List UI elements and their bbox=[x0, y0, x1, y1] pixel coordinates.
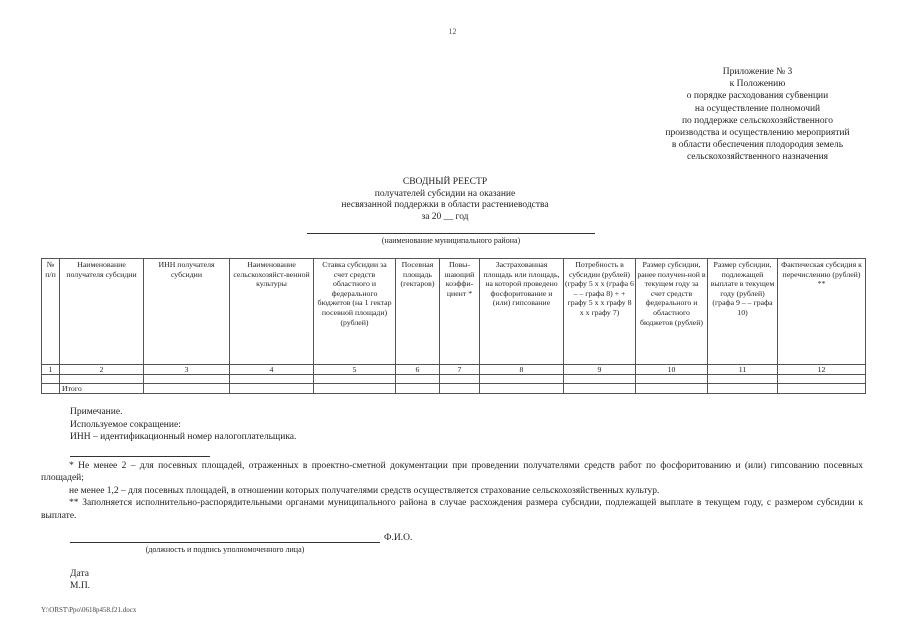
table-cell[interactable] bbox=[708, 384, 778, 394]
stamp-label: М.П. bbox=[70, 580, 91, 591]
column-number: 10 bbox=[636, 365, 708, 375]
table-cell[interactable] bbox=[42, 384, 60, 394]
document-title bbox=[250, 177, 640, 223]
table-cell[interactable] bbox=[708, 375, 778, 384]
appendix-line: сельскохозяйственного назначения bbox=[686, 152, 829, 163]
column-number: 7 bbox=[440, 365, 480, 375]
column-number: 1 bbox=[42, 365, 60, 375]
table-cell[interactable] bbox=[144, 384, 230, 394]
appendix-line: по поддержке сельскохозяйственного bbox=[681, 115, 834, 126]
column-number: 5 bbox=[314, 365, 396, 375]
table-cell[interactable] bbox=[314, 384, 396, 394]
appendix-line: Приложение № 3 bbox=[722, 67, 793, 77]
date-label: Дата bbox=[70, 569, 89, 579]
appendix-line: на осуществление полномочий bbox=[694, 103, 821, 114]
table-cell[interactable] bbox=[636, 384, 708, 394]
page-number: 12 bbox=[448, 27, 457, 36]
total-row bbox=[42, 384, 866, 394]
table-cell[interactable] bbox=[564, 375, 636, 384]
column-number: 6 bbox=[396, 365, 440, 375]
signature-line bbox=[70, 542, 380, 543]
column-header: ИНН получателя субсидии bbox=[144, 259, 230, 365]
table-cell[interactable] bbox=[144, 375, 230, 384]
table-cell[interactable] bbox=[564, 384, 636, 394]
column-number: 3 bbox=[144, 365, 230, 375]
appendix-header bbox=[630, 66, 885, 164]
footnote: ** Заполняется исполнительно-распорядительными органами муниципального района в случае расхождения размера субсидии, подлежащей выплате в текущем году, с размером субсидии к выплате. bbox=[41, 498, 863, 521]
table-row-empty bbox=[42, 375, 866, 384]
column-header: Потребность в субсидии (рублей) (графу 5 х х (графа 6 – – графа 8) + + графу 5 х х графу 8 х х графу 7) bbox=[564, 259, 636, 365]
appendix-line: в области обеспечения плодородия земель bbox=[671, 140, 844, 151]
table-cell[interactable] bbox=[42, 375, 60, 384]
table-cell[interactable] bbox=[636, 375, 708, 384]
column-number: 12 bbox=[778, 365, 866, 375]
column-header: Фактическая субсидия к перечислению (рублей) ** bbox=[778, 259, 866, 365]
appendix-line: к Положению bbox=[729, 79, 786, 90]
column-number: 8 bbox=[480, 365, 564, 375]
table-cell[interactable] bbox=[440, 384, 480, 394]
title-line: СВОДНЫЙ РЕЕСТР bbox=[402, 177, 488, 187]
table-header-row bbox=[42, 259, 866, 365]
table-cell[interactable] bbox=[314, 375, 396, 384]
appendix-line: о порядке расходования субвенции bbox=[686, 91, 829, 102]
column-number-row bbox=[42, 365, 866, 375]
column-number: 4 bbox=[230, 365, 314, 375]
column-number: 11 bbox=[708, 365, 778, 375]
note-line: ИНН – идентификационный номер налогоплательщика. bbox=[70, 432, 297, 442]
table-cell[interactable] bbox=[396, 375, 440, 384]
district-underline bbox=[307, 233, 595, 234]
column-header: Наименование сельскохозяйст-венной культуры bbox=[230, 259, 314, 365]
date-stamp-block bbox=[70, 569, 90, 592]
footnote-separator bbox=[70, 456, 210, 457]
fio-label: Ф.И.О. bbox=[384, 533, 413, 543]
registry-table bbox=[41, 258, 866, 394]
district-caption: (наименование муниципального района) bbox=[381, 236, 521, 245]
note-line: Используемое сокращение: bbox=[70, 419, 181, 430]
column-header: Повы-шающий коэффи-циент * bbox=[440, 259, 480, 365]
column-header: Ставка субсидии за счет средств областного и федерального бюджетов (на 1 гектар посевной площади) (рублей) bbox=[314, 259, 396, 365]
table-cell[interactable] bbox=[480, 384, 564, 394]
title-line: получателей субсидии на оказание bbox=[374, 188, 516, 199]
table-cell[interactable] bbox=[60, 375, 144, 384]
total-label: Итого bbox=[60, 384, 144, 394]
table-cell[interactable] bbox=[778, 375, 866, 384]
footnote: * Не менее 2 – для посевных площадей, отраженных в проектно-сметной документации при проведении получателями средств работ по фосфоритованию и (или) гипсованию посевных площадей; bbox=[41, 461, 863, 484]
footnotes-block bbox=[41, 460, 863, 522]
table-cell[interactable] bbox=[440, 375, 480, 384]
notes-block bbox=[70, 406, 296, 444]
signature-caption: (должность и подпись уполномоченного лица) bbox=[145, 545, 305, 554]
column-header: № п/п bbox=[42, 259, 60, 365]
column-header: Размер субсидии, подлежащей выплате в текущем году (рублей) (графа 9 – – графа 10) bbox=[708, 259, 778, 365]
table-cell[interactable] bbox=[230, 375, 314, 384]
column-header: Посевная площадь (гектаров) bbox=[396, 259, 440, 365]
column-header: Размер субсидии, ранее получен-ной в текущем году за счет средств федерального и областного бюджетов (рублей) bbox=[636, 259, 708, 365]
table-cell[interactable] bbox=[230, 384, 314, 394]
table-cell[interactable] bbox=[396, 384, 440, 394]
table-cell[interactable] bbox=[480, 375, 564, 384]
title-line: несвязанной поддержки в области растениеводства bbox=[341, 200, 549, 210]
title-line: за 20 __ год bbox=[421, 211, 469, 222]
column-header: Наименование получателя субсидии bbox=[60, 259, 144, 365]
column-number: 9 bbox=[564, 365, 636, 375]
appendix-line: производства и осуществлению мероприятий bbox=[665, 128, 850, 139]
footnote: не менее 1,2 – для посевных площадей, в отношении которых получателями средств осуществляется страхование сельскохозяйственных культур. bbox=[69, 485, 660, 496]
note-line: Примечание. bbox=[70, 407, 123, 417]
file-path: Y:\ORST\Ppo\0618p458.f21.docx bbox=[41, 606, 137, 614]
table-cell[interactable] bbox=[778, 384, 866, 394]
column-number: 2 bbox=[60, 365, 144, 375]
column-header: Застрахованная площадь или площадь, на которой проведено фосфоритование и (или) гипсование bbox=[480, 259, 564, 365]
